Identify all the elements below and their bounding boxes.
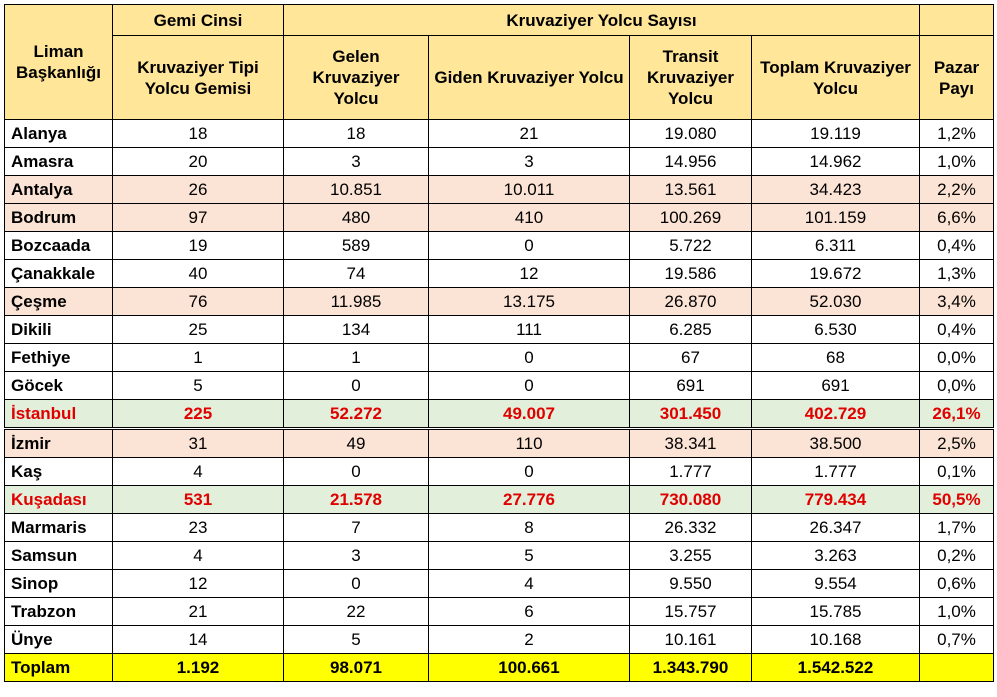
cell-transit: 38.341 bbox=[630, 429, 752, 458]
cell-toplam: 3.263 bbox=[752, 542, 920, 570]
cell-gelen: 3 bbox=[284, 148, 429, 176]
cell-transit: 26.332 bbox=[630, 514, 752, 542]
header-giden: Giden Kruvaziyer Yolcu bbox=[429, 36, 630, 120]
cell-toplam: 1.777 bbox=[752, 458, 920, 486]
cell-liman: Samsun bbox=[5, 542, 113, 570]
cell-transit: 26.870 bbox=[630, 288, 752, 316]
table-row bbox=[5, 458, 994, 486]
cell-gemi: 40 bbox=[113, 260, 284, 288]
cell-gemi: 31 bbox=[113, 429, 284, 458]
cell-gemi: 14 bbox=[113, 626, 284, 654]
cell-giden: 110 bbox=[429, 429, 630, 458]
cell-giden: 0 bbox=[429, 232, 630, 260]
header-group-gemi: Gemi Cinsi bbox=[113, 5, 284, 36]
cell-liman: Kuşadası bbox=[5, 486, 113, 514]
cell-transit: 67 bbox=[630, 344, 752, 372]
table-row bbox=[5, 344, 994, 372]
cell-gelen: 480 bbox=[284, 204, 429, 232]
cell-pazar: 1,0% bbox=[920, 148, 994, 176]
cell-pazar: 0,4% bbox=[920, 316, 994, 344]
cell-gemi: 97 bbox=[113, 204, 284, 232]
total-transit: 1.343.790 bbox=[630, 654, 752, 682]
table-row bbox=[5, 176, 994, 204]
table-row bbox=[5, 260, 994, 288]
cell-pazar: 1,7% bbox=[920, 514, 994, 542]
cell-giden: 6 bbox=[429, 598, 630, 626]
total-row bbox=[5, 654, 994, 682]
cell-gelen: 1 bbox=[284, 344, 429, 372]
cell-giden: 0 bbox=[429, 344, 630, 372]
cell-gemi: 25 bbox=[113, 316, 284, 344]
cell-toplam: 15.785 bbox=[752, 598, 920, 626]
cell-liman: Alanya bbox=[5, 120, 113, 148]
cell-toplam: 9.554 bbox=[752, 570, 920, 598]
cell-pazar: 3,4% bbox=[920, 288, 994, 316]
table-header bbox=[5, 5, 994, 120]
cell-liman: Göcek bbox=[5, 372, 113, 400]
cell-giden: 410 bbox=[429, 204, 630, 232]
cell-gelen: 22 bbox=[284, 598, 429, 626]
cell-giden: 12 bbox=[429, 260, 630, 288]
cell-gelen: 74 bbox=[284, 260, 429, 288]
cell-transit: 15.757 bbox=[630, 598, 752, 626]
cell-gemi: 531 bbox=[113, 486, 284, 514]
cell-transit: 5.722 bbox=[630, 232, 752, 260]
cell-gemi: 18 bbox=[113, 120, 284, 148]
cell-giden: 21 bbox=[429, 120, 630, 148]
table-row bbox=[5, 486, 994, 514]
cell-giden: 27.776 bbox=[429, 486, 630, 514]
cell-gelen: 10.851 bbox=[284, 176, 429, 204]
cell-pazar: 2,5% bbox=[920, 429, 994, 458]
table-row bbox=[5, 120, 994, 148]
cell-toplam: 10.168 bbox=[752, 626, 920, 654]
total-giden: 100.661 bbox=[429, 654, 630, 682]
cell-gelen: 0 bbox=[284, 458, 429, 486]
header-pazar: Pazar Payı bbox=[920, 36, 994, 120]
cell-toplam: 38.500 bbox=[752, 429, 920, 458]
cell-gemi: 21 bbox=[113, 598, 284, 626]
cell-gelen: 52.272 bbox=[284, 400, 429, 429]
cell-pazar: 0,7% bbox=[920, 626, 994, 654]
cell-pazar: 6,6% bbox=[920, 204, 994, 232]
cell-pazar: 50,5% bbox=[920, 486, 994, 514]
total-gelen: 98.071 bbox=[284, 654, 429, 682]
cell-transit: 10.161 bbox=[630, 626, 752, 654]
cell-giden: 8 bbox=[429, 514, 630, 542]
cell-toplam: 101.159 bbox=[752, 204, 920, 232]
table-row bbox=[5, 372, 994, 400]
table-body bbox=[5, 120, 994, 682]
cell-liman: Çeşme bbox=[5, 288, 113, 316]
table-row bbox=[5, 542, 994, 570]
cell-transit: 1.777 bbox=[630, 458, 752, 486]
table-row bbox=[5, 316, 994, 344]
cell-liman: İzmir bbox=[5, 429, 113, 458]
cell-liman: Bozcaada bbox=[5, 232, 113, 260]
cruise-passenger-table-container bbox=[4, 4, 993, 682]
cell-transit: 730.080 bbox=[630, 486, 752, 514]
table-row bbox=[5, 598, 994, 626]
cell-gelen: 0 bbox=[284, 372, 429, 400]
table-row bbox=[5, 429, 994, 458]
cell-toplam: 52.030 bbox=[752, 288, 920, 316]
cell-pazar: 1,2% bbox=[920, 120, 994, 148]
cell-pazar: 26,1% bbox=[920, 400, 994, 429]
table-row bbox=[5, 514, 994, 542]
cell-transit: 9.550 bbox=[630, 570, 752, 598]
cell-giden: 2 bbox=[429, 626, 630, 654]
cell-gemi: 26 bbox=[113, 176, 284, 204]
cell-toplam: 19.119 bbox=[752, 120, 920, 148]
cell-gemi: 1 bbox=[113, 344, 284, 372]
cell-giden: 10.011 bbox=[429, 176, 630, 204]
cell-transit: 19.080 bbox=[630, 120, 752, 148]
cell-pazar: 0,6% bbox=[920, 570, 994, 598]
header-toplam: Toplam Kruvaziyer Yolcu bbox=[752, 36, 920, 120]
cell-liman: Sinop bbox=[5, 570, 113, 598]
cell-gelen: 5 bbox=[284, 626, 429, 654]
cell-toplam: 14.962 bbox=[752, 148, 920, 176]
cell-pazar: 0,0% bbox=[920, 344, 994, 372]
header-liman: Liman Başkanlığı bbox=[5, 5, 113, 120]
cell-liman: Antalya bbox=[5, 176, 113, 204]
cell-giden: 3 bbox=[429, 148, 630, 176]
cell-gelen: 0 bbox=[284, 570, 429, 598]
cell-transit: 3.255 bbox=[630, 542, 752, 570]
cell-giden: 5 bbox=[429, 542, 630, 570]
cell-pazar: 1,3% bbox=[920, 260, 994, 288]
cell-liman: Kaş bbox=[5, 458, 113, 486]
cell-giden: 49.007 bbox=[429, 400, 630, 429]
cell-toplam: 26.347 bbox=[752, 514, 920, 542]
cell-toplam: 691 bbox=[752, 372, 920, 400]
cell-transit: 100.269 bbox=[630, 204, 752, 232]
cell-pazar: 0,4% bbox=[920, 232, 994, 260]
cell-toplam: 68 bbox=[752, 344, 920, 372]
header-pazar-spacer bbox=[920, 5, 994, 36]
cell-giden: 111 bbox=[429, 316, 630, 344]
cell-gemi: 4 bbox=[113, 542, 284, 570]
cell-pazar: 2,2% bbox=[920, 176, 994, 204]
cell-toplam: 19.672 bbox=[752, 260, 920, 288]
cell-gemi: 12 bbox=[113, 570, 284, 598]
cell-liman: Çanakkale bbox=[5, 260, 113, 288]
cell-liman: Amasra bbox=[5, 148, 113, 176]
cell-transit: 691 bbox=[630, 372, 752, 400]
table-row bbox=[5, 570, 994, 598]
total-toplam: 1.542.522 bbox=[752, 654, 920, 682]
cell-pazar: 0,1% bbox=[920, 458, 994, 486]
cell-liman: Marmaris bbox=[5, 514, 113, 542]
cell-giden: 4 bbox=[429, 570, 630, 598]
cell-giden: 0 bbox=[429, 372, 630, 400]
cell-toplam: 779.434 bbox=[752, 486, 920, 514]
cell-gelen: 11.985 bbox=[284, 288, 429, 316]
cell-liman: Dikili bbox=[5, 316, 113, 344]
cell-gelen: 589 bbox=[284, 232, 429, 260]
cell-gelen: 7 bbox=[284, 514, 429, 542]
table-row bbox=[5, 232, 994, 260]
table-row bbox=[5, 626, 994, 654]
cell-gemi: 23 bbox=[113, 514, 284, 542]
table-row bbox=[5, 288, 994, 316]
header-gelen: Gelen Kruvaziyer Yolcu bbox=[284, 36, 429, 120]
cell-liman: Ünye bbox=[5, 626, 113, 654]
cell-transit: 6.285 bbox=[630, 316, 752, 344]
cell-gemi: 225 bbox=[113, 400, 284, 429]
cell-liman: Bodrum bbox=[5, 204, 113, 232]
cell-gemi: 4 bbox=[113, 458, 284, 486]
cell-gelen: 18 bbox=[284, 120, 429, 148]
table-row bbox=[5, 204, 994, 232]
cell-liman: Trabzon bbox=[5, 598, 113, 626]
cell-gelen: 21.578 bbox=[284, 486, 429, 514]
header-gemi: Kruvaziyer Tipi Yolcu Gemisi bbox=[113, 36, 284, 120]
cell-gelen: 3 bbox=[284, 542, 429, 570]
cell-gemi: 5 bbox=[113, 372, 284, 400]
cruise-passenger-table bbox=[4, 4, 994, 682]
cell-gelen: 134 bbox=[284, 316, 429, 344]
header-transit: Transit Kruvaziyer Yolcu bbox=[630, 36, 752, 120]
cell-transit: 13.561 bbox=[630, 176, 752, 204]
cell-giden: 0 bbox=[429, 458, 630, 486]
cell-transit: 301.450 bbox=[630, 400, 752, 429]
total-label: Toplam bbox=[5, 654, 113, 682]
cell-transit: 14.956 bbox=[630, 148, 752, 176]
total-gemi: 1.192 bbox=[113, 654, 284, 682]
cell-pazar: 0,0% bbox=[920, 372, 994, 400]
cell-liman: İstanbul bbox=[5, 400, 113, 429]
cell-toplam: 402.729 bbox=[752, 400, 920, 429]
cell-gelen: 49 bbox=[284, 429, 429, 458]
cell-liman: Fethiye bbox=[5, 344, 113, 372]
cell-gemi: 76 bbox=[113, 288, 284, 316]
cell-toplam: 34.423 bbox=[752, 176, 920, 204]
cell-gemi: 20 bbox=[113, 148, 284, 176]
header-group-yolcu: Kruvaziyer Yolcu Sayısı bbox=[284, 5, 920, 36]
cell-pazar: 0,2% bbox=[920, 542, 994, 570]
table-row bbox=[5, 400, 994, 429]
cell-transit: 19.586 bbox=[630, 260, 752, 288]
table-row bbox=[5, 148, 994, 176]
cell-toplam: 6.311 bbox=[752, 232, 920, 260]
cell-pazar: 1,0% bbox=[920, 598, 994, 626]
cell-gemi: 19 bbox=[113, 232, 284, 260]
cell-giden: 13.175 bbox=[429, 288, 630, 316]
cell-toplam: 6.530 bbox=[752, 316, 920, 344]
total-pazar bbox=[920, 654, 994, 682]
